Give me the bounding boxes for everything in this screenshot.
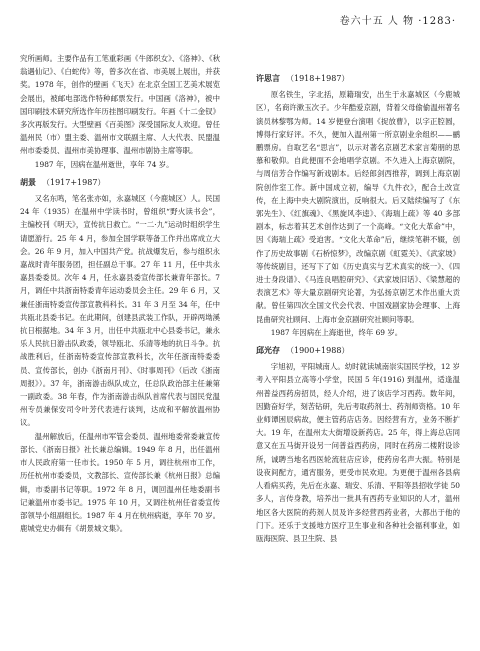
- page-header: 卷六十五 人 物 ·1283·: [339, 16, 456, 27]
- person-years: （1900+1988）: [286, 346, 350, 356]
- person-years: （1917+1987）: [42, 177, 106, 187]
- paragraph: 又名东鸣，笔名张亦如，永嘉城区（今鹿城区）人。民国 24 年（1935）在温州中学读书时，曾组织“野火读书会”，主编校刊《明天》，宣传抗日救亡。“一二·九”运动时组织学生请愿游行。25 年 4 月，参加全国学联等备工作并出席成立大会。26 年 9 月，加入中国共产党。抗战爆发后，参与组织永嘉战时青年服务团，担任副总干事。27 年 11 月，任中共永嘉县委委员。次年 4 月，任永嘉县委宣传部长兼青年部长。7 月，调任中共浙南特委青年运动委员会主任。29 年 6 月，又兼任浙南特委宣传部宣教科科长。31 年 3 月至 34 年，任中共瓯北县委书记。在此期间，创建县武装工作队，开辟两坳溪抗日根据地。34 年 3 月，出任中共瓯北中心县委书记，兼永乐人民抗日游击队政委，领导瓯北、乐清等地的抗日斗争。抗战胜利后，任浙南特委宣传部宣教科长，次年任浙南特委委员、宣传部长，创办《浙南月刊》、《时事周刊》（后改《浙南周报》）。37 年，浙南游击纵队成立，任总队政治部主任兼第一副政委。38 年春，作为浙南游击纵队首席代表与国民党温州专员兼保安司令叶芳代表进行谈判，达成和平解放温州协议。: [20, 194, 220, 428]
- paragraph: 1987 年因病在上海逝世，终年 69 岁。: [270, 327, 403, 337]
- paragraph: 温州解放后，任温州市军管会委员、温州地委常委兼宣传部长、《浙南日报》社长兼总编辑。1949 年 8 月，出任温州市人民政府第一任市长。1950 年 5 月，调往杭州市工作，历任杭州市委委员，文教部长、宣传部长兼《杭州日报》总编辑，市委副书记等职。1972 年 8 月，调回温州任地委副书记兼温州市委书记。1975 年 10 月，又调往杭州任省委宣传部领导小组副组长。1987 年 4 月在杭州病逝，享年 70 岁。鹿城党史办辑有《胡景城文集》。: [20, 431, 220, 534]
- paragraph: 究所画师。主要作品有工笔重彩画《牛郎织女》、《洛神》、《秋翁遇仙记》、《白蛇传》等，曾多次在省、市美展上展出，并获奖。1978 年，创作的壁画《飞天》在北京全国工艺美术展览会展出，被邮电部选作特种邮票发行。中国画《洛神》，被中国印刷技术研究所选作年历挂图印刷发行。年画《十二金钗》多次再版发行。大型壁画《百美图》深受国际友人欢迎。曾任温州民（市）盟主委、温州市文联副主席、人大代表、民盟温州市委委员、温州市美协理事、温州市剧协主席等职。: [20, 54, 220, 156]
- person-name: 胡景: [20, 176, 36, 187]
- person-name: 许思言: [256, 73, 280, 83]
- section-heading: [256, 344, 460, 357]
- paragraph: 1987 年，因病在温州逝世，享年 74 岁。: [34, 159, 174, 169]
- section-heading: [20, 176, 220, 189]
- person-years: （1918+1987）: [286, 74, 350, 83]
- section-heading: [256, 72, 460, 85]
- paragraph: 原名铁生，字北括，原籍瑞安，出生于永嘉城区（今鹿城区），名商许漱玉次子。少年酷爱京剧，背着父母偷偷温州著名演员林黎鄂为师。14 岁便登台演唱《捉放曹》，以字正腔圆，博得行家好评。不久，便加入温州第一所京剧业余组织——鹂鹏票房。自取艺名“思言”，以示对著名京剧艺术家言菊朋的思慕和敬仰。自此便面不会地唱学京剧。不久进入上海京剧院，与周信芳合作编写新戏剧本。后经郎剑西推荐，调到上海京剧院创作室工作。新中国成立初，编导《九件衣》，配合土改宣传，在上海中央大剧院演出，反响很大。后又陆续编写了《东郭先生》、《红旗魂》、《黑旋风李逵》、《海瑞上疏》等 40 多部剧本，标志着其艺术创作达到了一个高峰。“文化大革命”中，因《海瑞上疏》受迫害。“文化大革命”后，继续笔耕不辍，创作了历史故事剧《石桥惊梦》，改编京剧《虹霓关》、《武家坡》等传统剧目，还写下了如《历史真实与艺术真实的统一》、《四进士身段谱》、《马连良唱腔研究》、《武家坡旧话》、《梁慧超的表演艺术》等大量京剧研究论著，为弘扬京剧艺术作出重大贡献。曾任第四次全国文代会代表、中国戏剧家协会理事、上海昆曲研究社顾问、上海市金京剧研究社顾问等职。: [256, 90, 460, 324]
- left-column: [20, 52, 220, 535]
- paragraph: 字旭初，平阳城南人。幼时就读城南崇实国民学校，12 岁考入平阳县立高等小学堂，民国 5 年(1916) 到温州，适逢温州普益西药房招员，经人介绍，进了该店学习西药。数年间，因勤奋好学，刻苦钻研，先后考取药剂士、药剂师资格。10 年业师谭困辰病故，便主管药店店务。因经营有方，业务不断扩大。19 年，在温州太大街增设新药店。25 年，得上海总店同意又在五马街开设另一问普益西药房，同时在药房二楼附设诊所，诚聘当地名西医轮流驻店应诊，使药房名声大振。特别是设夜间配方，通宵服务，更受市民欢迎。为更便于温州各县病人看病买药，先后在永嘉、瑞安、乐清、平阳等县招收学徒 50 多人，言传身教，培养出一批具有西药专业知识的人才，温州地区各大医院的药剂人员及许多经营西药业者，大都出于他的门下。还乐于支援地方医疗卫生事业和各种社会福利事业，如瓯海医院、县卫生院、县: [256, 362, 460, 543]
- right-column: [256, 52, 460, 545]
- person-name: 邱光存: [256, 345, 280, 356]
